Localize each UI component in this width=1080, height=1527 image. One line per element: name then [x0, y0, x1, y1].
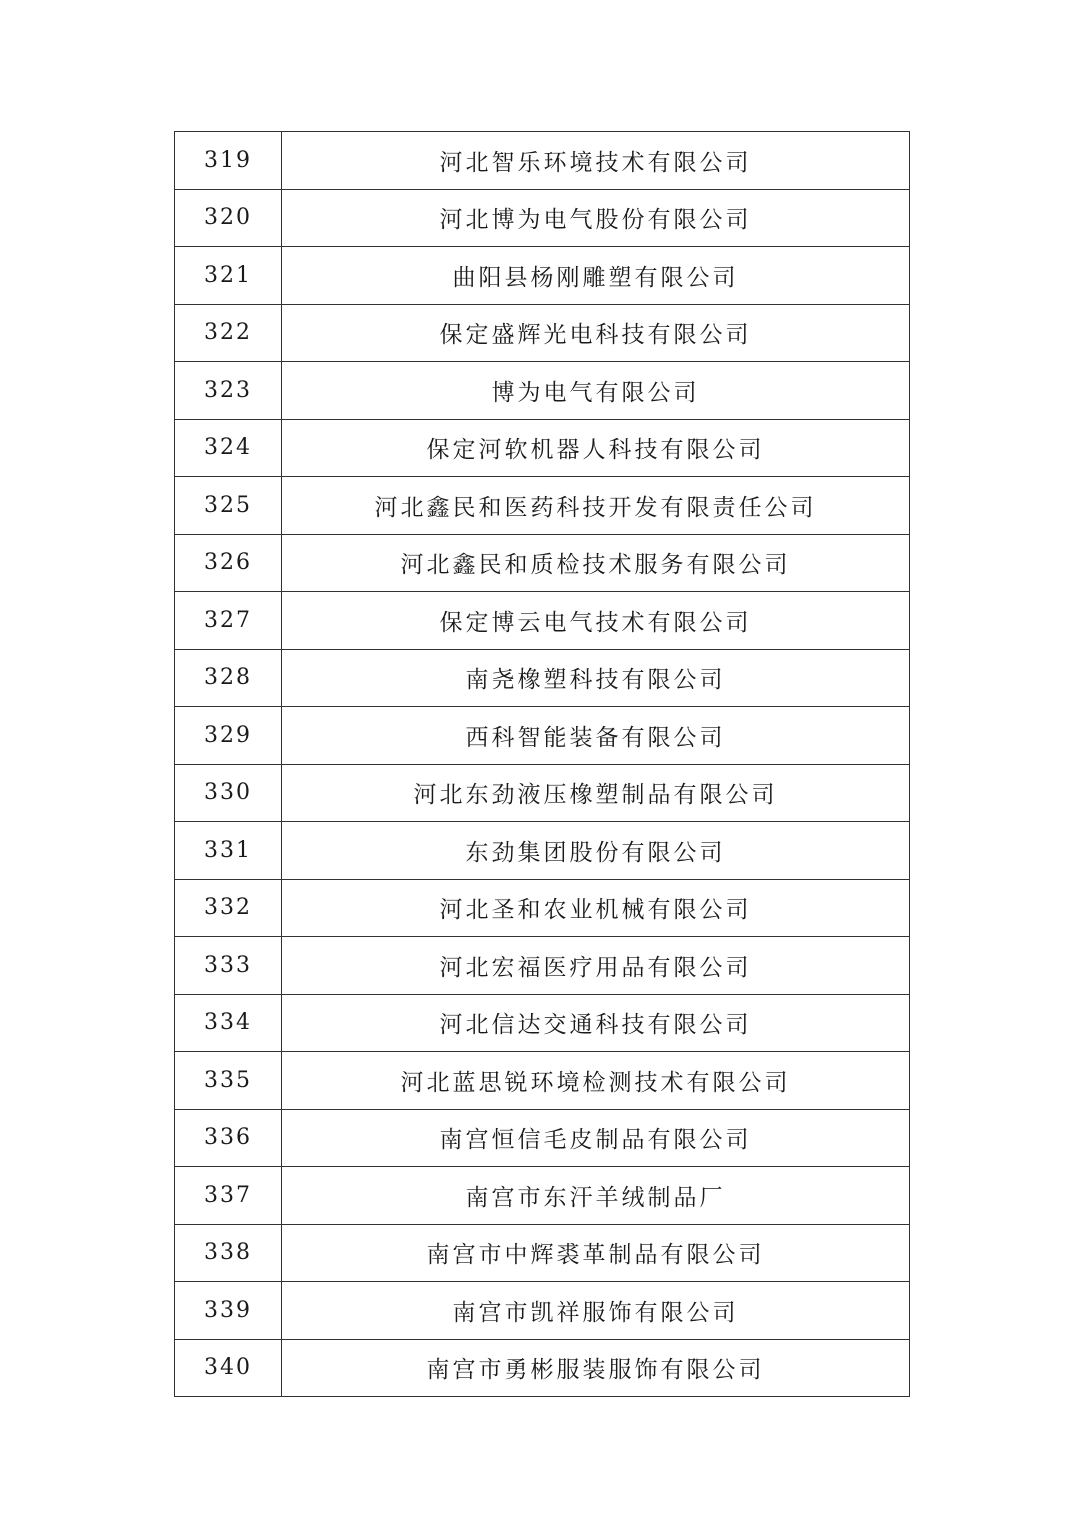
table-row: [175, 189, 910, 247]
row-number-cell: 334: [175, 994, 282, 1052]
row-number-cell: 336: [175, 1109, 282, 1167]
company-name-cell: 保定河软机器人科技有限公司: [282, 419, 910, 477]
row-number-cell: 335: [175, 1052, 282, 1110]
table-row: [175, 879, 910, 937]
row-number-cell: 340: [175, 1339, 282, 1397]
table-row: [175, 592, 910, 650]
company-name-cell: 保定盛辉光电科技有限公司: [282, 304, 910, 362]
table-row: [175, 937, 910, 995]
company-name-cell: 东劲集团股份有限公司: [282, 822, 910, 880]
company-name-cell: 河北鑫民和医药科技开发有限责任公司: [282, 477, 910, 535]
company-name-cell: 南宫恒信毛皮制品有限公司: [282, 1109, 910, 1167]
row-number-cell: 327: [175, 592, 282, 650]
company-name-cell: 河北信达交通科技有限公司: [282, 994, 910, 1052]
row-number-cell: 326: [175, 534, 282, 592]
table-row: [175, 132, 910, 190]
table-row: [175, 994, 910, 1052]
row-number-cell: 332: [175, 879, 282, 937]
table-row: [175, 1109, 910, 1167]
row-number-cell: 338: [175, 1224, 282, 1282]
table-row: [175, 707, 910, 765]
company-name-cell: 曲阳县杨刚雕塑有限公司: [282, 247, 910, 305]
company-name-cell: 河北圣和农业机械有限公司: [282, 879, 910, 937]
table-row: [175, 649, 910, 707]
row-number-cell: 330: [175, 764, 282, 822]
row-number-cell: 319: [175, 132, 282, 190]
table-row: [175, 534, 910, 592]
company-name-cell: 河北智乐环境技术有限公司: [282, 132, 910, 190]
row-number-cell: 331: [175, 822, 282, 880]
row-number-cell: 321: [175, 247, 282, 305]
company-name-cell: 河北宏福医疗用品有限公司: [282, 937, 910, 995]
row-number-cell: 328: [175, 649, 282, 707]
company-name-cell: 河北东劲液压橡塑制品有限公司: [282, 764, 910, 822]
table-row: [175, 419, 910, 477]
company-name-cell: 西科智能装备有限公司: [282, 707, 910, 765]
company-name-cell: 保定博云电气技术有限公司: [282, 592, 910, 650]
row-number-cell: 322: [175, 304, 282, 362]
company-name-cell: 河北鑫民和质检技术服务有限公司: [282, 534, 910, 592]
table-row: [175, 304, 910, 362]
row-number-cell: 339: [175, 1282, 282, 1340]
table-row: [175, 822, 910, 880]
row-number-cell: 325: [175, 477, 282, 535]
row-number-cell: 324: [175, 419, 282, 477]
table-row: [175, 1224, 910, 1282]
table-body: [175, 132, 910, 1397]
company-list-table: [174, 131, 910, 1397]
table-row: [175, 1167, 910, 1225]
company-name-cell: 南宫市勇彬服装服饰有限公司: [282, 1339, 910, 1397]
company-name-cell: 南宫市凯祥服饰有限公司: [282, 1282, 910, 1340]
table-row: [175, 1339, 910, 1397]
row-number-cell: 333: [175, 937, 282, 995]
row-number-cell: 337: [175, 1167, 282, 1225]
company-name-cell: 河北蓝思锐环境检测技术有限公司: [282, 1052, 910, 1110]
table-row: [175, 247, 910, 305]
company-name-cell: 南尧橡塑科技有限公司: [282, 649, 910, 707]
table-row: [175, 477, 910, 535]
row-number-cell: 320: [175, 189, 282, 247]
table-row: [175, 1052, 910, 1110]
company-name-cell: 河北博为电气股份有限公司: [282, 189, 910, 247]
table-row: [175, 1282, 910, 1340]
table-row: [175, 764, 910, 822]
row-number-cell: 323: [175, 362, 282, 420]
table-row: [175, 362, 910, 420]
company-name-cell: 博为电气有限公司: [282, 362, 910, 420]
row-number-cell: 329: [175, 707, 282, 765]
company-name-cell: 南宫市东汗羊绒制品厂: [282, 1167, 910, 1225]
company-name-cell: 南宫市中辉裘革制品有限公司: [282, 1224, 910, 1282]
